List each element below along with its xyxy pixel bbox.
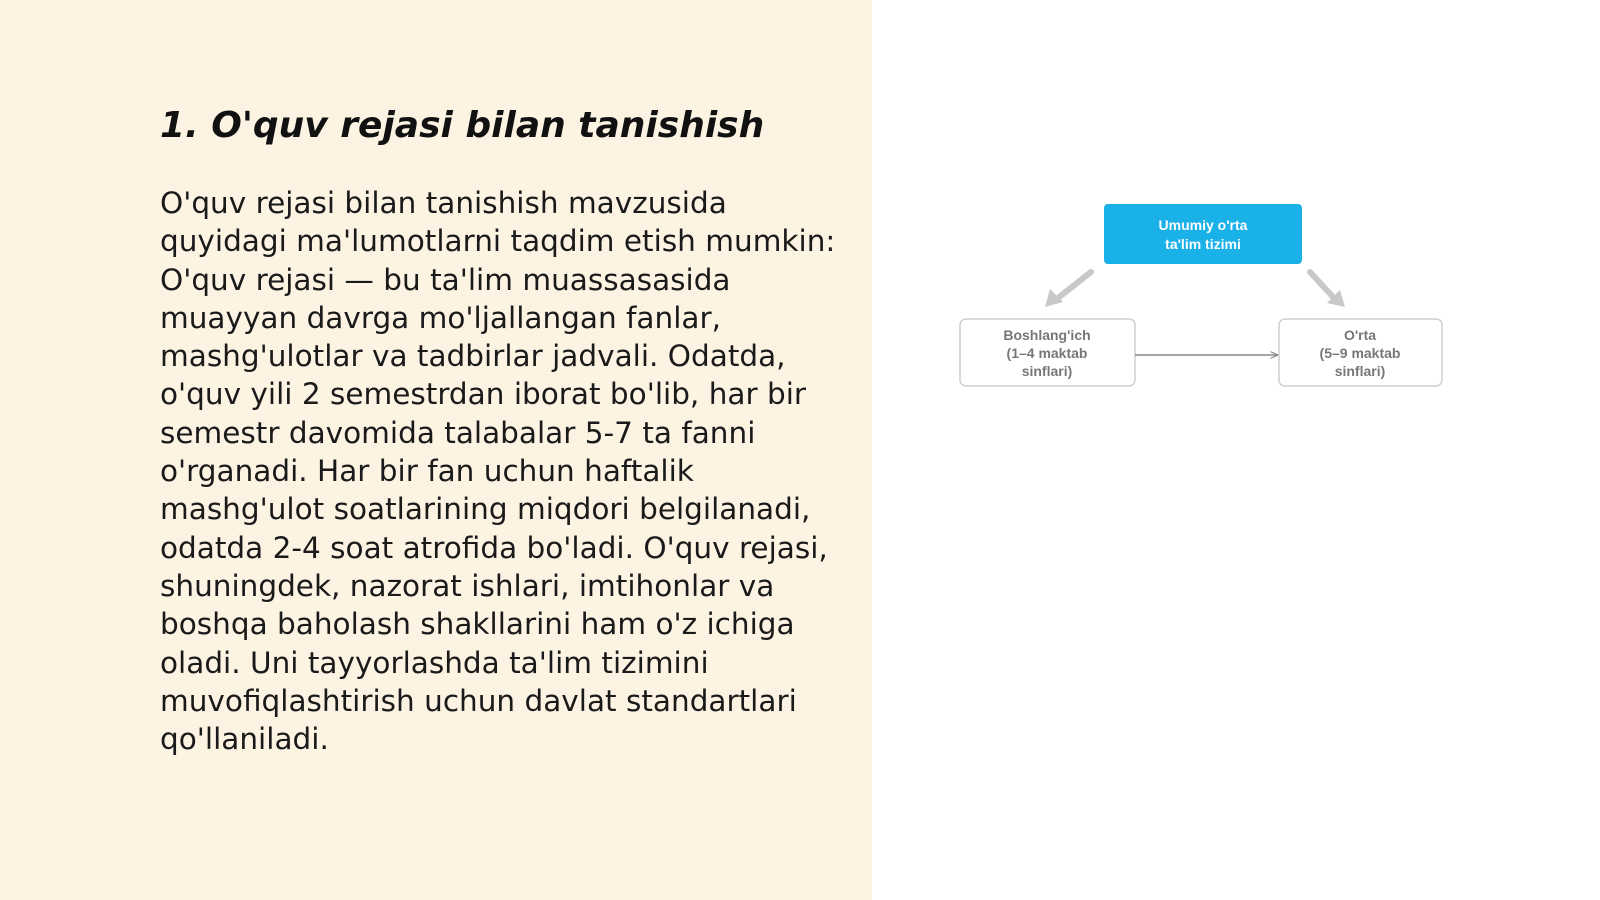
right-node-label-line2: (5–9 maktab	[1319, 345, 1401, 361]
slide-title: 1. O'quv rejasi bilan tanishish	[160, 105, 765, 146]
root-node-label-line2: ta'lim tizimi	[1165, 236, 1241, 252]
root-node-label-line1: Umumiy o'rta	[1158, 217, 1248, 233]
arrow-to-left-node	[1045, 272, 1091, 307]
left-node	[960, 319, 1135, 386]
arrow-to-right-node	[1310, 272, 1345, 307]
slide-body-text: O'quv rejasi bilan tanishish mavzusida quyidagi ma'lumotlarni taqdim etish mumkin: O'quv rejasi — bu ta'lim muassasasida muayyan davrga mo'ljallangan fanlar, mashg'ulotlar va tadbirlar jadvali. Odatda, o'quv yili 2 semestrdan iborat bo'lib, har bir semestr davomida talabalar 5-7 ta fanni o'rganadi. Har bir fan uchun haftalik mashg'ulot soatlarining miqdori belgilanadi, odatda 2-4 soat atrofida bo'ladi. O'quv rejasi, shuningdek, nazorat ishlari, imtihonlar va boshqa baholash shakllarini ham o'z ichiga oladi. Uni tayyorlashda ta'lim tizimini muvofiqlashtirish uchun davlat standartlari qo'llaniladi.	[160, 186, 836, 757]
left-node-label-line1: Boshlang'ich	[1003, 327, 1091, 343]
right-node	[1279, 319, 1442, 386]
root-node	[1104, 204, 1302, 264]
root-node-box	[1104, 204, 1302, 264]
right-node-label-line3: sinflari)	[1334, 363, 1386, 379]
right-node-label-line1: O'rta	[1343, 327, 1377, 343]
left-node-label-line3: sinflari)	[1021, 363, 1073, 379]
left-node-label-line2: (1–4 maktab	[1006, 345, 1088, 361]
